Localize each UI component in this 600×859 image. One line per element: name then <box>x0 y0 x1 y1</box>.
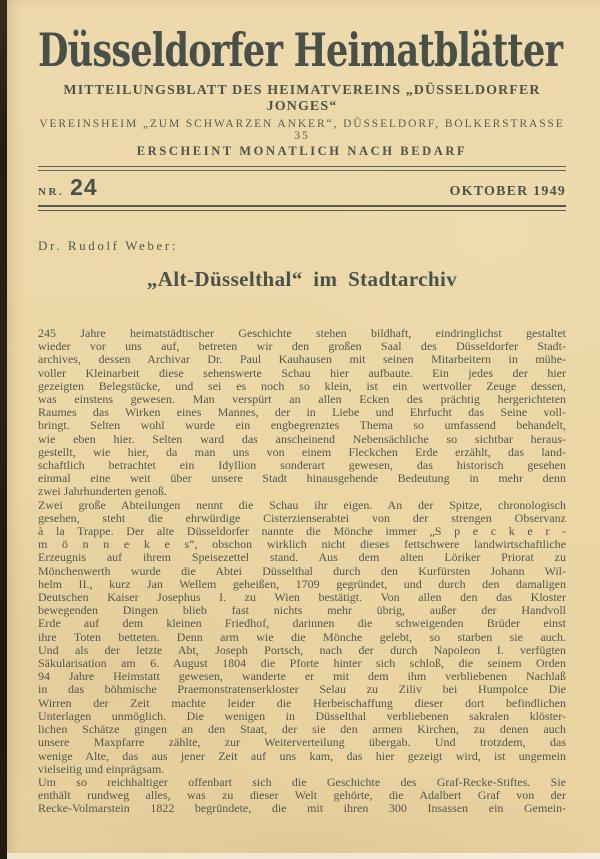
scan-page-edge <box>7 853 600 859</box>
text-line: gezeigten Belegstücke, und sei es noch so klein, ist ein wertvoller Zeuge dessen, <box>38 378 566 393</box>
masthead-subtitle-3: ERSCHEINT MONATLICH NACH BEDARF <box>136 144 468 158</box>
text-line: m ö n n e k e s“, obschon wirklich nicht dieses fettschwere landwirtschaftliche <box>38 537 566 552</box>
text-line: unsere Maxpfarre zählte, zur Weiterverteilung übergab. Und trotzdem, das <box>38 735 566 750</box>
double-rule-bottom <box>38 205 566 211</box>
text-line: Recke-Volmarstein 1822 begründete, die mit ihren 300 Insassen ein Gemein- <box>38 801 566 816</box>
text-line: wieder vor uns auf, betreten wir den großen Saal des Düsseldorfer Stadt- <box>38 339 566 354</box>
text-line: Zwei große Abteilungen nennt die Schau ihr eigen. An der Spitze, chronologisch <box>38 497 566 512</box>
article-author: Dr. Rudolf Weber: <box>38 238 179 253</box>
text-line: gesehen, steht die ehrwürdige Cisterzienserabtei von der strengen Observanz <box>38 510 566 525</box>
double-rule-top <box>38 166 566 171</box>
paragraph <box>38 499 566 776</box>
text-line: Raumes das Wirken eines Mannes, der in Liebe und Ehrfucht das Seine voll- <box>38 405 566 420</box>
issue-number-label: NR. <box>38 186 65 198</box>
text-line: helm II., kurz Jan Wellem geheißen, 1709 gegründet, und durch den damaligen <box>38 576 566 591</box>
article-body <box>38 327 566 816</box>
text-line: wenige Alte, das aus jener Zeit auf uns kam, das hier gezeigt wird, ist ungemein <box>38 748 566 763</box>
text-line: zwei Jahrhunderten genoß. <box>38 484 167 499</box>
text-line: Säkularisation am 6. August 1804 die Pforte hinter sich schloß, die seinem Orden <box>38 656 566 671</box>
issue-row <box>38 174 566 200</box>
masthead-subtitle-1: MITTEILUNGSBLATT DES HEIMATVEREINS „DÜSSELDORFER JONGES“ <box>63 83 541 114</box>
text-line: 245 Jahre heimatstädtischer Geschichte stehen bildhaft, eindringlichst gestaltet <box>38 326 566 340</box>
scan-book-edge <box>0 0 7 859</box>
text-line: Erzeugnis auf ihrem Speisezettel stand. Aus dem alten Löriker Priorat zu <box>38 550 566 565</box>
masthead-title <box>38 24 566 76</box>
text-line: voller Kleinarbeit diese sehenswerte Schau hier aufbaute. Ein jedes der hier <box>38 365 566 380</box>
text-line: 94 Jahre Heimstatt gewesen, wanderte er mit dem ihm verbliebenen Nachlaß <box>38 669 566 684</box>
text-line: vielseitig und einprägsam. <box>38 761 165 776</box>
text-line: archives, dessen Archivar Dr. Paul Kauhausen mit seinen Mitarbeitern in mühe- <box>38 352 566 367</box>
text-line: Und als der letzte Abt, Joseph Portsch, nach der durch Napoleon I. verfügten <box>38 642 566 657</box>
text-line: lichen Schätze gingen an den Staat, der sie den armen Kirchen, zu denen auch <box>38 722 566 737</box>
text-line: Deutschen Kaiser Josephus I. zu Wien bestätigt. Von allen den das Kloster <box>38 590 566 605</box>
article-title: „Alt-Düsselthal“ im Stadtarchiv <box>146 267 458 291</box>
text-line: wie eben hier. Selten ward das anscheinend Nebensächliche so sichtbar heraus- <box>38 431 566 446</box>
issue-number-group <box>38 174 98 201</box>
paragraph <box>38 776 566 816</box>
text-line: Mönchenwerth wurde die Abtei Düsselthal durch den Kurfürsten Johann Wil- <box>38 563 566 578</box>
text-line: Erde auf dem kleinen Friedhof, darinnen die schweigenden Brüder einst <box>38 616 566 631</box>
text-line: Unterlagen unmöglich. Die wenigen in Düsselthal verbliebenen sakralen klöster- <box>38 708 566 723</box>
text-line: was einstens gewesen. Man verspürt an allen Ecken des prächtig hergerichteten <box>38 392 566 407</box>
page-content <box>38 0 566 816</box>
text-line: Um so reichhaltiger offenbart sich die Geschichte des Graf-Recke-Stiftes. Sie <box>38 774 566 789</box>
text-line: Wirren der Zeit machte leider die Herbeischaffung dieser dort befindlichen <box>38 695 566 710</box>
text-line: einmal eine weit über unsere Stadt hinausgehende Bedeutung in mehr denn <box>38 471 566 486</box>
text-line: enthält rundweg alles, was zu dieser Welt gehörte, die Adalbert Graf von der <box>38 788 566 803</box>
text-line: ihre Toten betteten. Denn arm wie die Mönche gelebt, so starben sie auch. <box>38 629 566 644</box>
issue-number: 24 <box>70 174 98 200</box>
text-line: à la Trappe. Der alte Düsseldorfer nannte die Mönche immer „S p e c k e r - <box>38 524 566 539</box>
text-line: in das böhmische Praemonstratenserkloster Selau zu Ziliv bei Humpolce Die <box>38 682 566 697</box>
text-line: bewegenden Dingen blieb fast nichts mehr übrig, außer der Handvoll <box>38 603 566 618</box>
issue-date: OKTOBER 1949 <box>449 184 566 199</box>
text-line: schaftlich betrachtet ein Idyllion sonderart gewesen, das historisch gesehen <box>38 458 566 473</box>
text-line: gestellt, wie hier, da man uns von einem Fleckchen Erde erzählt, das land- <box>38 444 566 459</box>
masthead-subtitle-2: VEREINSHEIM „ZUM SCHWARZEN ANKER“, DÜSSELDORF, BOLKERSTRASSE 35 <box>39 118 565 142</box>
masthead-title-text: Düsseldorfer Heimatblätter <box>38 23 563 78</box>
paragraph <box>38 327 566 499</box>
text-line: bringt. Selten wohl wurde ein engbegrenztes Thema so umfassend behandelt, <box>38 418 566 433</box>
